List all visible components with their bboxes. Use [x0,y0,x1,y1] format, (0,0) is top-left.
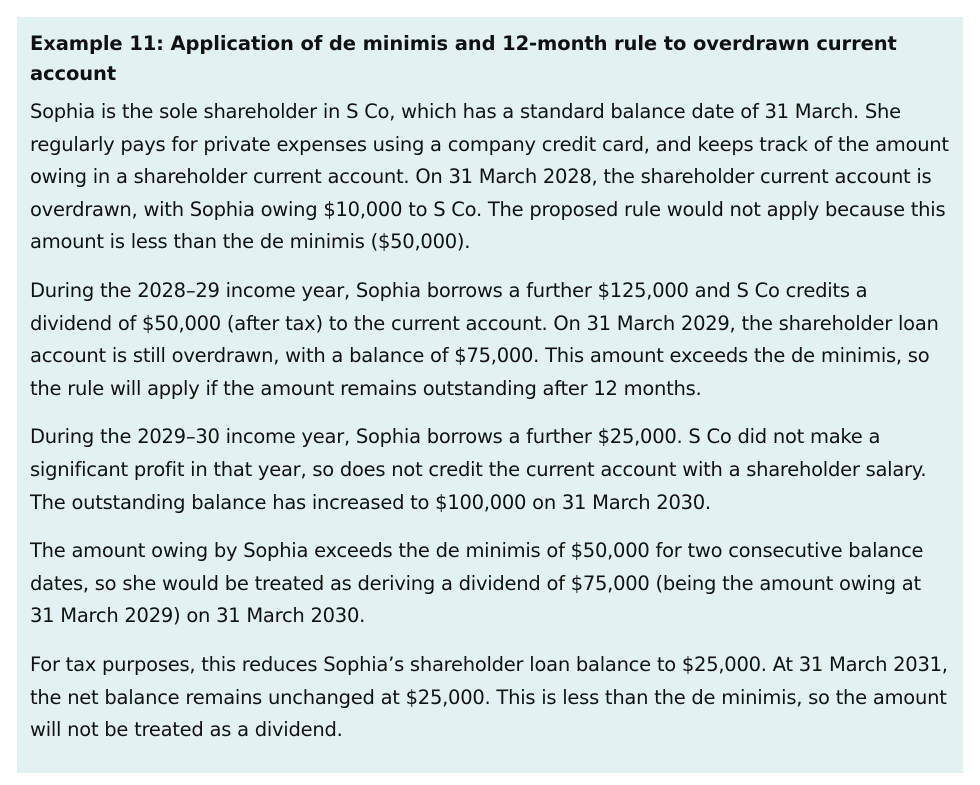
example-paragraph-1: Sophia is the sole shareholder in S Co, which has a standard balance date of 31 March. She regularly pays for private expenses using a company credit card, and keeps track of the amount owing in a shareholder current account. On 31 March 2028, the shareholder current account is overdrawn, with Sophia owing $10,000 to S Co. The proposed rule would not apply because this amount is less than the de minimis ($50,000). [30,100,949,254]
example-box [17,17,963,773]
example-paragraph-4: The amount owing by Sophia exceeds the de minimis of $50,000 for two consecutive balance dates, so she would be treated as deriving a dividend of $75,000 (being the amount owing at 31 March 2029) on 31 March 2030. [30,539,924,628]
example-paragraph-5: For tax purposes, this reduces Sophia’s shareholder loan balance to $25,000. At 31 March 2031, the net balance remains unchanged at $25,000. This is less than the de minimis, so the amount will not be treated as a dividend. [30,652,948,742]
example-paragraph-3: During the 2029–30 income year, Sophia borrows a further $25,000. S Co did not make a significant profit in that year, so does not credit the current account with a shareholder salary. The outstanding balance has increased to $100,000 on 31 March 2030. [30,425,927,514]
example-title: Example 11: Application of de minimis and 12-month rule to overdrawn current account [30,32,897,85]
example-paragraph-2: During the 2028–29 income year, Sophia borrows a further $125,000 and S Co credits a dividend of $50,000 (after tax) to the current account. On 31 March 2029, the shareholder loan account is still overdrawn, with a balance of $75,000. This amount exceeds the de minimis, so the rule will apply if the amount remains outstanding after 12 months. [30,278,939,400]
